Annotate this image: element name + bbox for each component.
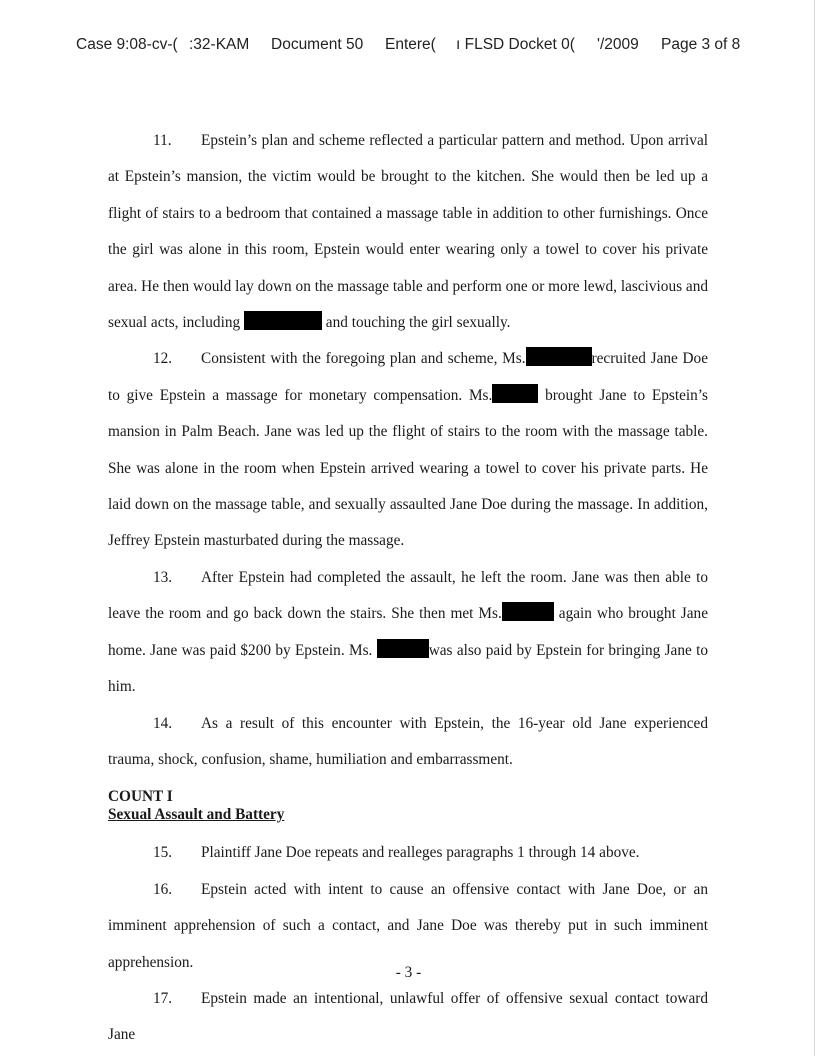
paragraph-number: 16. xyxy=(153,880,173,898)
header-page: Page 3 of 8 xyxy=(661,36,741,53)
count-subtitle: Sexual Assault and Battery xyxy=(108,806,285,824)
paragraph-text: again who brought Jane home. Jane was paid $200 by Epstein. Ms. xyxy=(108,605,708,659)
header-entered: Entere( xyxy=(385,36,436,53)
paragraph-number: 13. xyxy=(153,568,173,586)
header-document: Document 50 xyxy=(271,36,364,53)
paragraph-text: brought Jane to Epstein’s mansion in Palm Beach. Jane was led up the flight of stairs to the room with the massage table. She was alone in the room when Epstein arrived wearing a towel to cover his private parts. He laid down on the massage table, and sexually assaulted Jane Doe during the massage. In addition, Jeffrey Epstein masturbated during the massage. xyxy=(108,386,708,550)
paragraph-number: 14. xyxy=(153,714,173,732)
header-date: '/2009 xyxy=(597,36,639,53)
paragraph-text: Epstein made an intentional, unlawful offer of offensive sexual contact toward Jane xyxy=(108,989,708,1044)
header-docket: ı FLSD Docket 0( xyxy=(456,36,575,53)
redaction-bar xyxy=(492,384,538,403)
paragraph-number: 11. xyxy=(153,132,172,149)
paragraph-text: As a result of this encounter with Epstein, the 16-year old Jane experienced trauma, shock, confusion, shame, humiliation and embarrassment. xyxy=(108,714,708,768)
paragraph-number: 15. xyxy=(153,844,173,862)
paragraph-13 xyxy=(108,560,708,706)
paragraph-text: recruited Jane Doe to give Epstein a massage for monetary compensation. Ms. xyxy=(108,350,709,404)
page-number: - 3 - xyxy=(395,964,422,981)
paragraph-number: 12. xyxy=(153,350,173,368)
paragraph-17 xyxy=(108,981,708,1054)
header-case: Case 9:08-cv-( xyxy=(76,36,178,53)
document-body xyxy=(108,123,708,1054)
redaction-bar xyxy=(526,347,592,366)
paragraph-text: Epstein acted with intent to cause an offensive contact with Jane Doe, or an imminent apprehension of such a contact, and Jane Doe was thereby put in such imminent apprehension. xyxy=(108,880,708,971)
paragraph-number: 17. xyxy=(153,989,173,1007)
count-heading xyxy=(108,788,708,824)
paragraph-text: and touching the girl sexually. xyxy=(325,314,511,332)
redaction-bar xyxy=(502,602,554,621)
redaction-bar xyxy=(377,639,429,658)
redaction-bar xyxy=(244,311,322,330)
paragraph-14 xyxy=(108,706,708,779)
paragraph-12 xyxy=(108,341,708,559)
header-case-suffix: :32-KAM xyxy=(189,36,250,53)
paragraph-text: Plaintiff Jane Doe repeats and realleges paragraphs 1 through 14 above. xyxy=(201,844,640,862)
paragraph-text: was also paid by Epstein for bringing Jane to him. xyxy=(108,641,708,696)
paragraph-text: Epstein’s plan and scheme reflected a particular pattern and method. Upon arrival at Epstein’s mansion, the victim would be brought to the kitchen. She would then be led up a flight of stairs to a bedroom that contained a massage table in addition to other furnishings. Once the girl was alone in this room, Epstein would enter wearing only a towel to cover his private area. He then would lay down on the massage table and perform one or more lewd, lascivious and sexual acts, including xyxy=(108,132,708,332)
paragraph-11 xyxy=(108,123,708,341)
scan-edge xyxy=(814,0,815,1056)
paragraph-text: After Epstein had completed the assault, he left the room. Jane was then able to leave the room and go back down the stairs. She then met Ms. xyxy=(108,568,708,623)
count-title: COUNT I xyxy=(108,788,173,806)
paragraph-15 xyxy=(108,835,708,871)
paragraph-text: Consistent with the foregoing plan and scheme, Ms. xyxy=(201,350,526,368)
